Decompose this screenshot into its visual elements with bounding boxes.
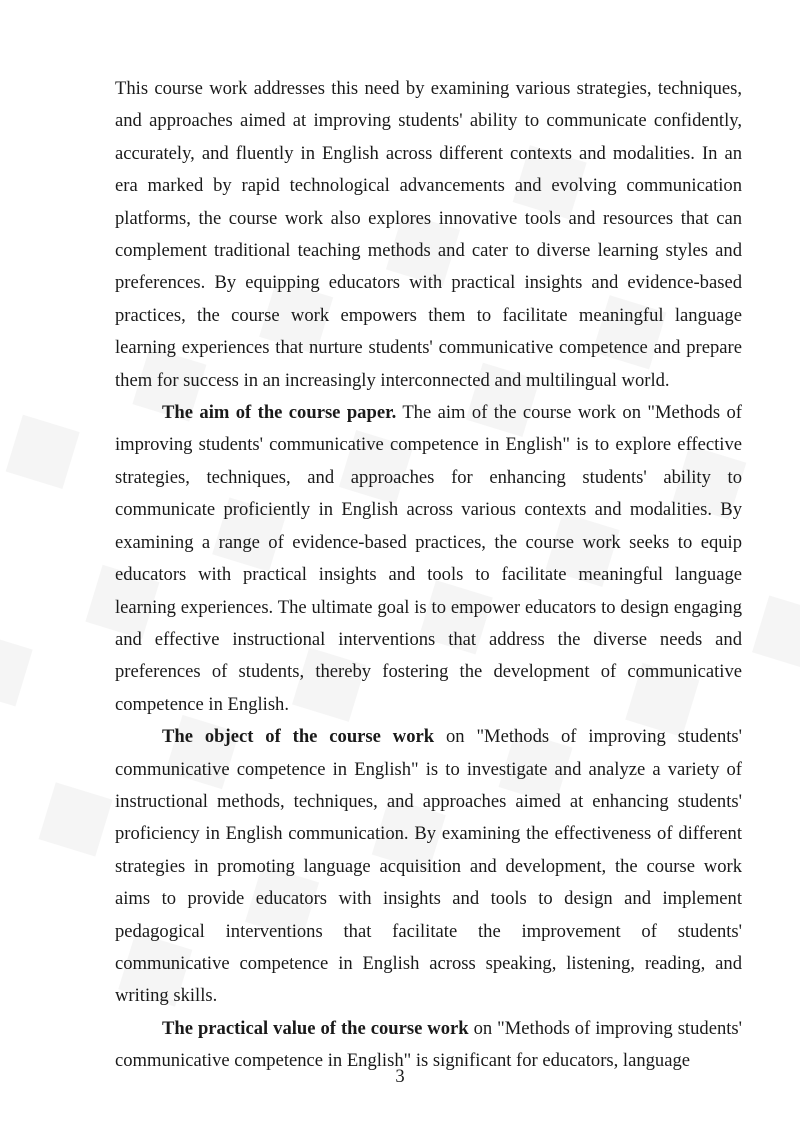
practical-value-heading: The practical value of the course work [162, 1017, 469, 1039]
object-paragraph [115, 721, 742, 1013]
aim-text: The aim of the course work on "Methods of improving students' communicative competence in English" is to explore effective strategies, techniques, and approaches for enhancing students' ability to communicate proficiently in English across various contexts and modalities. By examining a range of evidence-based practices, the course work seeks to equip educators with practical insights and tools to facilitate meaningful language learning experiences. The ultimate goal is to empower educators to design engaging and effective instructional interventions that address the diverse needs and preferences of students, thereby fostering the development of communicative competence in English. [115, 402, 742, 715]
aim-paragraph [115, 397, 742, 721]
document-body [115, 73, 742, 1078]
aim-heading: The aim of the course paper. [162, 402, 397, 424]
intro-paragraph: This course work addresses this need by examining various strategies, techniques, and approaches aimed at improving students' ability to communicate confidently, accurately, and fluently in English across different contexts and modalities. In an era marked by rapid technological advancements and evolving communication platforms, the course work also explores innovative tools and resources that can complement traditional teaching methods and cater to diverse learning styles and preferences. By equipping educators with practical insights and evidence-based practices, the course work empowers them to facilitate meaningful language learning experiences that nurture students' communicative competence and prepare them for success in an increasingly interconnected and multilingual world. [115, 78, 742, 391]
object-text: on "Methods of improving students' communicative competence in English" is to investigate and analyze a variety of instructional methods, techniques, and approaches aimed at enhancing students' proficiency in English communication. By examining the effectiveness of different strategies in promoting language acquisition and development, the course work aims to provide educators with insights and tools to design and implement pedagogical interventions that facilitate the improvement of students' communicative competence in English across speaking, listening, reading, and writing skills. [115, 726, 742, 1007]
object-heading: The object of the course work [162, 726, 435, 748]
practical-value-text: on "Methods of improving students' communicative competence in English" is significant for educators, language [115, 1017, 742, 1072]
page-number: 3 [395, 1066, 405, 1087]
